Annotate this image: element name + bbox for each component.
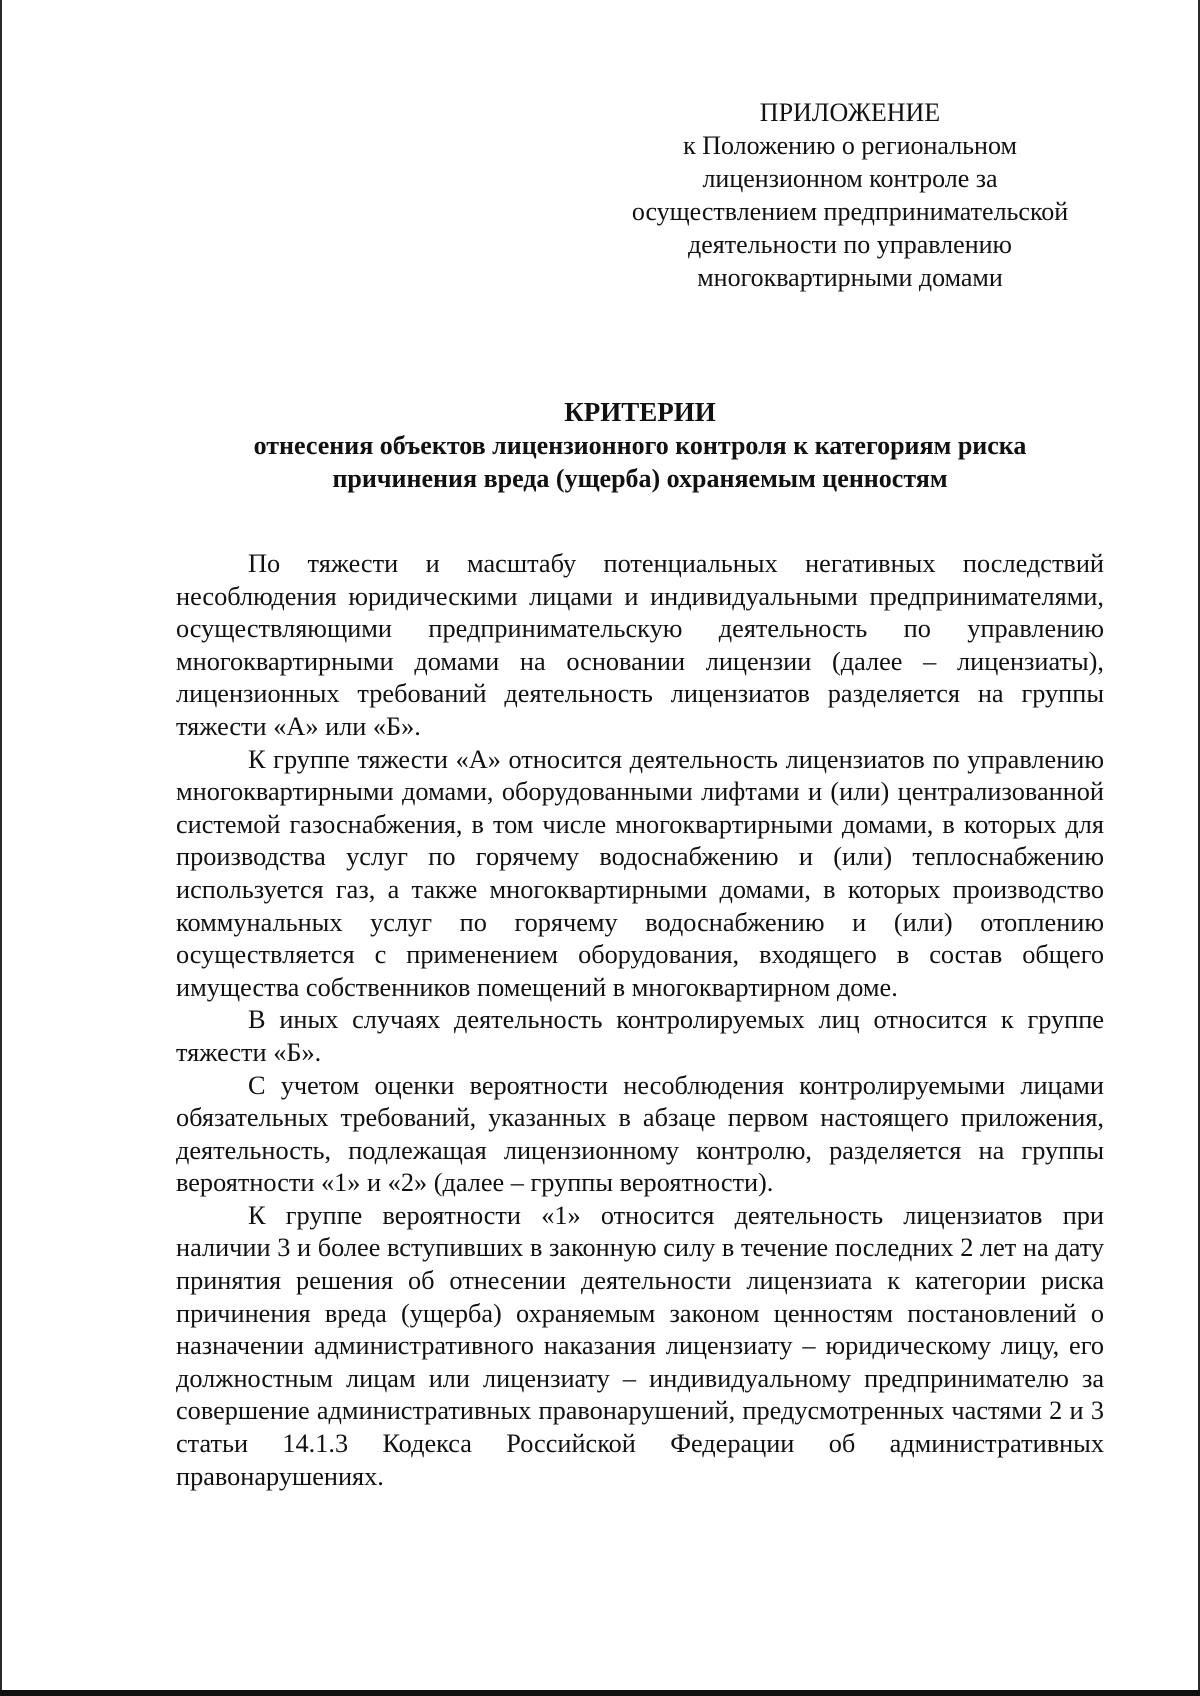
document-heading — [150, 396, 1130, 495]
appendix-title: ПРИЛОЖЕНИЕ — [759, 98, 941, 127]
paragraph-probability-groups: С учетом оценки вероятности несоблюдения контролируемыми лицами обязательных требований, указанных в абзаце первом настоящего приложения, деятельность, подлежащая лицензионному контролю, разделяется на группы вероятности «1» и «2» (далее – группы вероятности). — [176, 1070, 1104, 1198]
paragraph-group-b: В иных случаях деятельность контролируемых лиц относится к группе тяжести «Б». — [176, 1005, 1104, 1067]
appendix-line: многоквартирными домами — [697, 263, 1003, 292]
paragraph-probability-group-1: К группе вероятности «1» относится деятельность лицензиатов при наличии 3 и более вступивших в законную силу в течение последних 2 лет на дату принятия решения об отнесении деятельности лицензиата к категории риска причинения вреда (ущерба) охраняемым законом ценностям постановлений о назначении административного наказания лицензиату – юридическому лицу, его должностным лицам или лицензиату – индивидуальному предпринимателю за совершение административных правонарушений, предусмотренных частями 2 и 3 статьи 14.1.3 Кодекса Российской Федерации об административных правонарушениях. — [176, 1200, 1104, 1491]
document-body — [176, 548, 1104, 1493]
appendix-block — [600, 96, 1100, 294]
appendix-line: к Положению о региональном — [683, 131, 1017, 160]
heading-subtitle-line-2: причинения вреда (ущерба) охраняемым ценностям — [332, 464, 948, 493]
paragraph-severity-groups: По тяжести и масштабу потенциальных негативных последствий несоблюдения юридическими лицами и индивидуальными предпринимателями, осуществляющими предпринимательскую деятельность по управлению многоквартирными домами на основании лицензии (далее – лицензиаты), лицензионных требований деятельность лицензиатов разделяется на группы тяжести «А» или «Б». — [176, 549, 1104, 741]
appendix-line: лицензионном контроле за — [702, 164, 998, 193]
page-bottom-edge — [0, 1690, 1200, 1696]
appendix-line: осуществлением предпринимательской — [631, 197, 1069, 226]
appendix-line: деятельности по управлению — [688, 230, 1012, 259]
page-left-edge — [0, 0, 2, 1696]
paragraph-group-a: К группе тяжести «А» относится деятельность лицензиатов по управлению многоквартирными домами, оборудованными лифтами и (или) централизованной системой газоснабжения, в том числе многоквартирными домами, в которых для производства услуг по горячему водоснабжению и (или) теплоснабжению используется газ, а также многоквартирными домами, в которых производство коммунальных услуг по горячему водоснабжению и (или) отоплению осуществляется с применением оборудования, входящего в состав общего имущества собственников помещений в многоквартирном доме. — [176, 744, 1104, 1002]
heading-title: КРИТЕРИИ — [564, 397, 716, 427]
heading-subtitle-line-1: отнесения объектов лицензионного контроля к категориям риска — [253, 431, 1027, 460]
